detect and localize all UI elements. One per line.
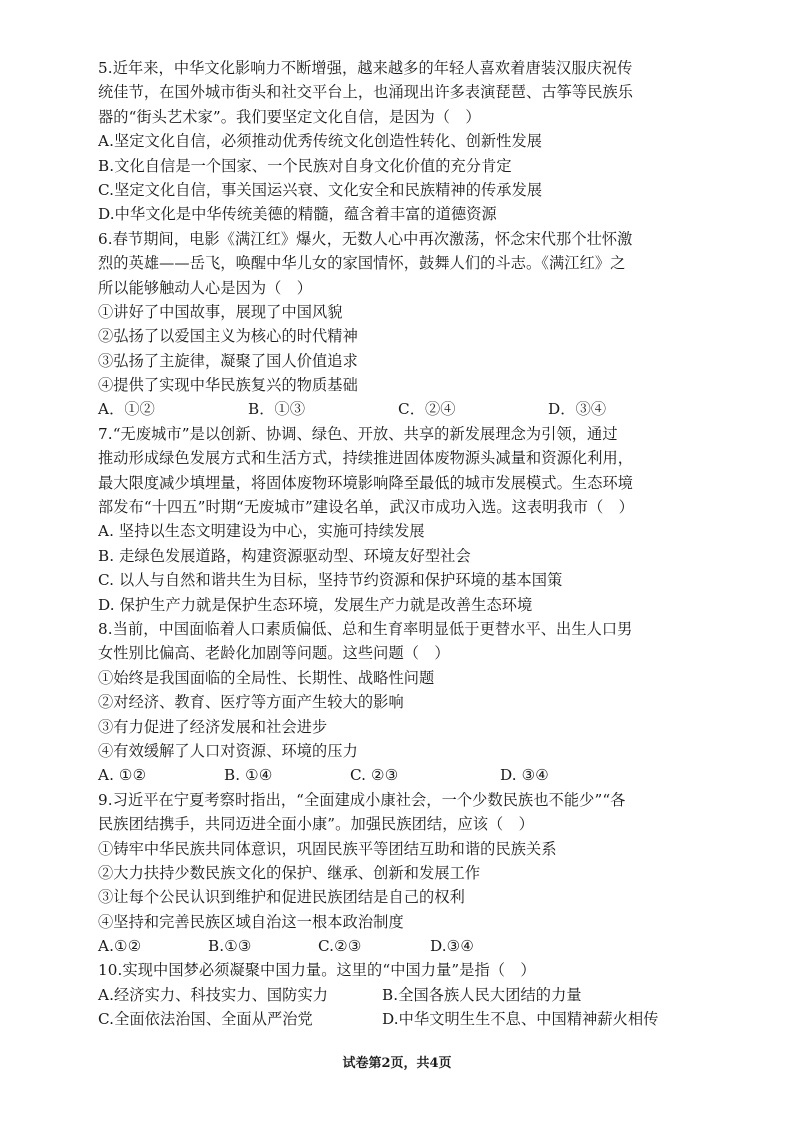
question-stem-line: 9.习近平在宁夏考察时指出，“全面建成小康社会，一个少数民族也不能少”“各 <box>98 790 626 809</box>
choice-b: B. ①④ <box>224 766 273 785</box>
question-stem-line: 8.当前，中国面临着人口素质偏低、总和生育率明显低于更替水平、出生人口男 <box>98 619 633 638</box>
statement-2: ②对经济、教育、医疗等方面产生较大的影响 <box>98 693 404 712</box>
choice-a: A. ①② <box>98 766 147 785</box>
question-7 <box>98 422 700 617</box>
choice-row <box>98 1007 700 1031</box>
choice-a: A.经济实力、科技实力、国防实力 <box>98 985 329 1004</box>
question-6 <box>98 227 700 422</box>
question-stem-line: 所以能够触动人心是因为（ ） <box>98 278 313 297</box>
statement-3: ③弘扬了主旋律，凝聚了国人价值追求 <box>98 351 358 370</box>
question-stem-line: 推动形成绿色发展方式和生活方式，持续推进固体废物源头减量和资源化利用， <box>98 449 634 468</box>
question-stem-line: 统佳节，在国外城市街头和社交平台上，也涌现出许多表演琵琶、古筝等民族乐 <box>98 83 634 102</box>
question-stem-line: 女性别比偏高、老龄化加剧等问题。这些问题（ ） <box>98 644 450 663</box>
question-stem-line: 器的“街头艺术家”。我们要坚定文化自信，是因为（ ） <box>98 107 481 126</box>
question-10 <box>98 958 700 1031</box>
choice-c: C. ②③ <box>350 766 399 785</box>
question-5 <box>98 56 700 227</box>
choice-a: A.①② <box>98 937 142 956</box>
choice-row <box>98 397 700 421</box>
choice-c: C．②④ <box>398 400 456 419</box>
choice-row <box>98 983 700 1007</box>
choice-d: D.中华文明生生不息、中国精神薪火相传 <box>382 1010 659 1029</box>
statement-3: ③让每个公民认识到维护和促进民族团结是自己的权利 <box>98 888 465 907</box>
option-d: D. 保护生产力就是保护生态环境，发展生产力就是改善生态环境 <box>98 595 533 614</box>
option-b: B.文化自信是一个国家、一个民族对自身文化价值的充分肯定 <box>98 156 512 175</box>
statement-2: ②大力扶持少数民族文化的保护、继承、创新和发展工作 <box>98 863 481 882</box>
statement-4: ④提供了实现中华民族复兴的物质基础 <box>98 376 358 395</box>
question-8 <box>98 617 700 788</box>
option-b: B. 走绿色发展道路，构建资源驱动型、环境友好型社会 <box>98 546 471 565</box>
statement-4: ④坚持和完善民族区域自治这一根本政治制度 <box>98 912 404 931</box>
question-stem-line: 烈的英雄——岳飞，唤醒中华儿女的家国情怀，鼓舞人们的斗志。《满江红》之 <box>98 254 626 273</box>
choice-b: B.全国各族人民大团结的力量 <box>382 985 582 1004</box>
choice-d: D．③④ <box>548 400 607 419</box>
statement-1: ①始终是我国面临的全局性、长期性、战略性问题 <box>98 668 435 687</box>
question-stem-line: 10.实现中国梦必须凝聚中国力量。这里的“中国力量”是指（ ） <box>98 961 536 980</box>
question-stem-line: 5.近年来，中华文化影响力不断增强，越来越多的年轻人喜欢着唐装汉服庆祝传 <box>98 59 633 77</box>
option-d: D.中华文化是中华传统美德的精髓，蕴含着丰富的道德资源 <box>98 205 497 224</box>
choice-row <box>98 934 700 958</box>
option-a: A. 坚持以生态文明建设为中心，实施可持续发展 <box>98 522 425 541</box>
choice-row <box>98 763 700 787</box>
question-stem-line: 7.“无废城市”是以创新、协调、绿色、开放、共享的新发展理念为引领，通过 <box>98 424 618 443</box>
option-c: C.坚定文化自信，事关国运兴衰、文化安全和民族精神的传承发展 <box>98 180 543 199</box>
choice-b: B.①③ <box>208 937 252 956</box>
choice-d: D.③④ <box>430 937 475 956</box>
statement-4: ④有效缓解了人口对资源、环境的压力 <box>98 741 358 760</box>
statement-3: ③有力促进了经济发展和社会进步 <box>98 717 328 736</box>
question-stem-line: 6.春节期间，电影《满江红》爆火，无数人心中再次激荡，怀念宋代那个壮怀激 <box>98 229 633 248</box>
questions-area <box>98 56 700 1032</box>
choice-c: C.②③ <box>318 937 362 956</box>
question-9 <box>98 788 700 959</box>
choice-a: A．①② <box>98 400 155 419</box>
question-stem-line: 民族团结携手，共同迈进全面小康”。加强民族团结，应该（ ） <box>98 815 534 834</box>
option-a: A.坚定文化自信，必须推动优秀传统文化创造性转化、创新性发展 <box>98 132 543 151</box>
question-stem-line: 部发布“十四五”时期“无废城市”建设名单，武汉市成功入选。这表明我市（ ） <box>98 498 634 517</box>
choice-b: B．①③ <box>248 400 306 419</box>
question-stem-line: 最大限度减少填埋量，将固体废物环境影响降至最低的城市发展模式。生态环境 <box>98 473 634 492</box>
statement-1: ①铸牢中华民族共同体意识，巩固民族平等团结互助和谐的民族关系 <box>98 839 557 858</box>
statement-2: ②弘扬了以爱国主义为核心的时代精神 <box>98 327 358 346</box>
page-footer: 试卷第2页，共4页 <box>342 1056 452 1071</box>
statement-1: ①讲好了中国故事，展现了中国风貌 <box>98 302 343 321</box>
choice-d: D. ③④ <box>500 766 550 785</box>
option-c: C. 以人与自然和谐共生为目标，坚持节约资源和保护环境的基本国策 <box>98 571 563 590</box>
choice-c: C.全面依法治国、全面从严治党 <box>98 1010 313 1029</box>
